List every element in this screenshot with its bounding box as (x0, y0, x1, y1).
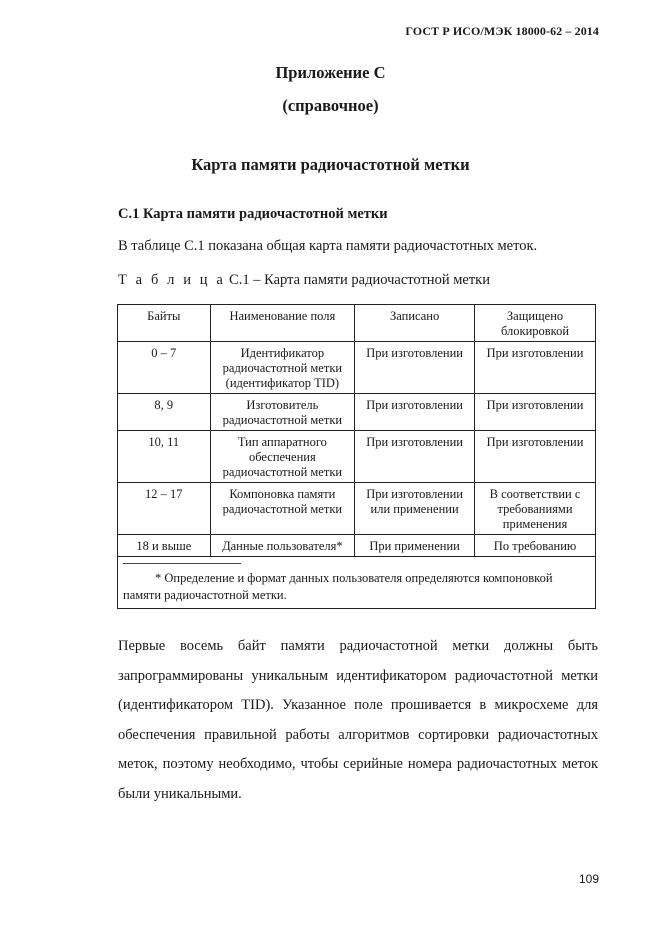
table-row (118, 394, 596, 431)
table-cell: Компоновка памяти радиочастотной метки (210, 483, 355, 535)
table-cell: 10, 11 (118, 431, 211, 483)
body-paragraph-text: Первые восемь байт памяти радиочастотной метки должны быть запрограммированы уникальным идентификатором радиочастотной метки (идентификатором TID). Указанное поле прошивается в микросхеме для обеспечения правильной работы алгоритмов сортировки радиочастотных меток, поэтому необходимо, чтобы серийные номера радиочастотных меток были уникальными. (118, 638, 598, 802)
table-cell: При изготовлении (355, 431, 475, 483)
table-header-row (118, 305, 596, 342)
appendix-subtitle: (справочное) (282, 96, 379, 115)
table-caption-prefix: Т а б л и ц а (118, 272, 226, 288)
table-cell: При изготовлении или применении (355, 483, 475, 535)
table-cell: В соответствии с требованиями применения (475, 483, 596, 535)
table-cell: 12 – 17 (118, 483, 211, 535)
table-cell: 0 – 7 (118, 342, 211, 394)
main-heading: Карта памяти радиочастотной метки (191, 155, 470, 174)
table-cell: Идентификатор радиочастотной метки (идентификатор TID) (210, 342, 355, 394)
memory-map-table (117, 304, 596, 609)
table-cell: 8, 9 (118, 394, 211, 431)
table-caption-text: С.1 – Карта памяти радиочастотной метки (225, 272, 490, 288)
table-cell: При изготовлении (475, 431, 596, 483)
table-cell: Изготовитель радиочастотной метки (210, 394, 355, 431)
table-row (118, 483, 596, 535)
table-footnote-cell (118, 557, 596, 609)
table-cell: При изготовлении (475, 394, 596, 431)
table-caption (118, 272, 490, 289)
table-row (118, 431, 596, 483)
section-heading: С.1 Карта памяти радиочастотной метки (118, 206, 388, 222)
table-footnote-row (118, 557, 596, 609)
table-cell: По требованию (475, 535, 596, 557)
header-cell: Записано (355, 305, 475, 342)
table-cell: При изготовлении (355, 394, 475, 431)
header-cell: Наименование поля (210, 305, 355, 342)
table-cell: 18 и выше (118, 535, 211, 557)
header-cell: Защищено блокировкой (475, 305, 596, 342)
footnote-divider (123, 563, 241, 564)
table-cell: При изготовлении (475, 342, 596, 394)
table-cell: Тип аппаратного обеспечения радиочастотной метки (210, 431, 355, 483)
table-cell: При применении (355, 535, 475, 557)
body-paragraph (118, 632, 598, 809)
table-cell: Данные пользователя* (210, 535, 355, 557)
table-footnote: * Определение и формат данных пользователя определяются компоновкой памяти радиочастотной метки. (123, 571, 553, 602)
intro-text: В таблице С.1 показана общая карта памяти радиочастотных меток. (118, 238, 538, 254)
table-row (118, 535, 596, 557)
standard-header: ГОСТ Р ИСО/МЭК 18000-62 – 2014 (405, 24, 599, 38)
page-number: 109 (578, 872, 599, 886)
table-cell: При изготовлении (355, 342, 475, 394)
table-row (118, 342, 596, 394)
header-cell: Байты (118, 305, 211, 342)
appendix-title: Приложение С (275, 63, 386, 82)
